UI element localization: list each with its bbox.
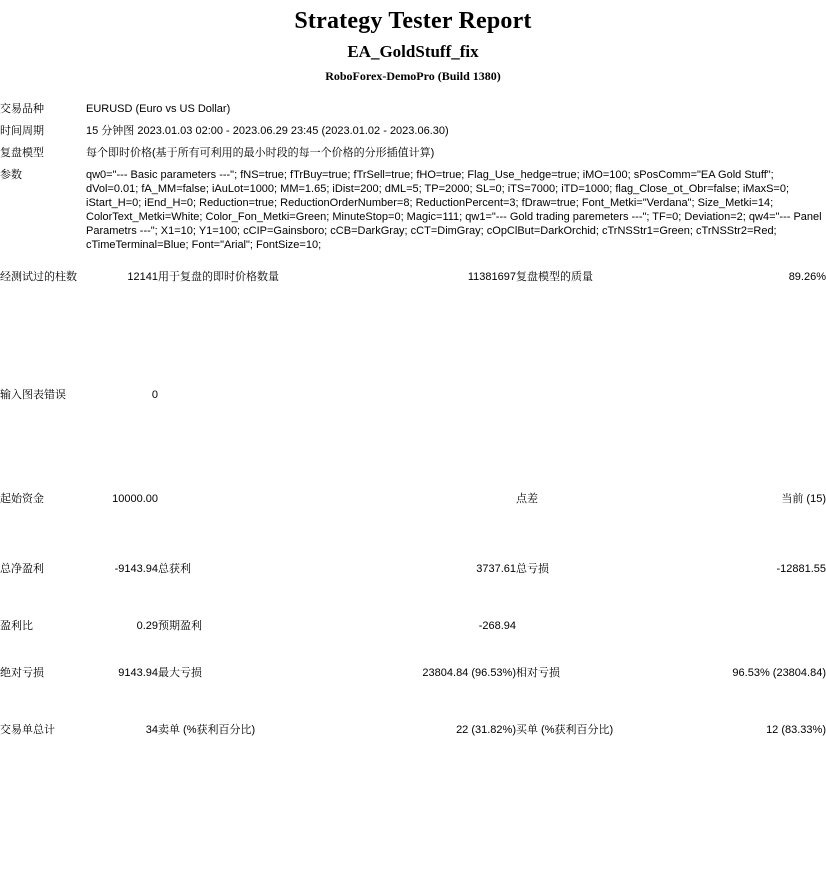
stat-text-2 [516,388,706,492]
stat-value-3: 96.53% (23804.84) [732,667,826,679]
stat-text-2: 总亏损 [516,563,549,575]
stat-value-2: 3737.61 [476,563,516,575]
broker-build: RoboForex-DemoPro (Build 1380) [325,69,501,83]
stat-value-3: 当前 (15) [781,493,826,505]
model-label: 复盘模型 [0,147,44,159]
params-label: 参数 [0,169,22,181]
stat-value-1: -9143.94 [114,563,158,575]
model-value: 每个即时价格(基于所有可利用的最小时段的每一个价格的分形插值计算) [86,147,435,159]
stat-label: 经测试过的柱数 [0,271,77,283]
stat-value-1: 34 [145,724,158,736]
report-info-table [0,102,826,252]
row-period [0,124,826,138]
stat-label: 盈利比 [0,620,33,632]
stat-text-2: 买单 (%获利百分比) [516,724,614,736]
stat-value-3 [706,388,826,492]
stat-text-1 [158,492,416,562]
row-symbol [0,102,826,116]
stat-value-2: 22 (31.82%) [456,724,516,736]
stat-value-2 [416,388,516,492]
stat-text-1: 预期盈利 [158,620,202,632]
table-row [0,619,826,666]
stat-value-1: 0 [151,389,158,401]
stat-text-2: 相对亏损 [516,667,560,679]
stat-value-2: 11381697 [467,271,516,283]
stat-label: 起始资金 [0,493,44,505]
params-value: qw0="--- Basic parameters ---"; fNS=true; fTrBuy=true; fTrSell=true; fHO=true; Flag_Use_hedge=true; iMO=100; sPosComm="EA Gold Stuff"; dVol=0.01; fA_MM=false; iAuLot=1000; MM=1.65; iDist=200; dML=5; TP=2000; SL=0; iTS=7000; iTD=1000; flag_Close_ot_Obr=false; iMaxS=0; iStart_H=0; iEnd_H=0; Reduction=true; ReductionOrderNumber=8; ReductionPercent=3; fDraw=true; Font_Metki="Verdana"; Size_Metki=14; ColorText_Metki=White; Color_Fon_Metki=Green; MinuteStop=0; Magic=111; qw1="--- Gold trading paremeters ---"; TF=0; Deviation=2; qw4="--- Panel Parametrs ---"; X1=10; Y1=100; cCIP=Gainsboro; cCB=DarkGray; cCT=DimGray; cOpClBut=DarkOrchid; cTrNSStr1=Green; cTrNSStr2=Red; cTimeTerminal=Blue; Font="Arial"; FontSize=10; [86,169,822,251]
table-row [0,388,826,492]
page-title: Strategy Tester Report [294,8,532,34]
table-row [0,666,826,723]
stat-text-1: 卖单 (%获利百分比) [158,724,256,736]
stat-value-1: 12141 [127,271,158,283]
stat-text-1: 最大亏损 [158,667,202,679]
stat-value-3: 12 (83.33%) [766,724,826,736]
row-model [0,146,826,160]
stat-label: 绝对亏损 [0,667,44,679]
period-value: 15 分钟图 2023.01.03 02:00 - 2023.06.29 23:45 (2023.01.02 - 2023.06.30) [86,125,449,137]
stat-value-3: -12881.55 [776,563,826,575]
stat-text-1 [158,388,416,492]
stat-text-1: 总获利 [158,563,191,575]
stat-value-1: 9143.94 [118,667,158,679]
stat-value-2 [416,492,516,562]
stat-value-2: -268.94 [478,620,516,632]
table-row [0,492,826,562]
stat-text-2: 点差 [516,493,538,505]
table-row [0,562,826,619]
row-params [0,168,826,252]
stat-value-3: 89.26% [788,271,826,283]
stat-value-1: 0.29 [136,620,158,632]
stat-text-2: 复盘模型的质量 [516,271,593,283]
stat-value-1: 10000.00 [112,493,158,505]
expert-name: EA_GoldStuff_fix [347,42,479,61]
stat-value-2: 23804.84 (96.53%) [422,667,516,679]
stat-label: 交易单总计 [0,724,55,736]
stat-value-3 [706,619,826,666]
stat-label: 输入图表错误 [0,389,66,401]
table-row [0,723,826,783]
stat-text-1: 用于复盘的即时价格数量 [158,271,279,283]
stat-label: 总净盈利 [0,563,44,575]
period-label: 时间周期 [0,125,44,137]
table-row [0,270,826,388]
report-header [0,0,826,84]
symbol-label: 交易品种 [0,103,44,115]
report-stats-table [0,270,826,783]
symbol-value: EURUSD (Euro vs US Dollar) [86,103,231,115]
stat-text-2 [516,619,706,666]
